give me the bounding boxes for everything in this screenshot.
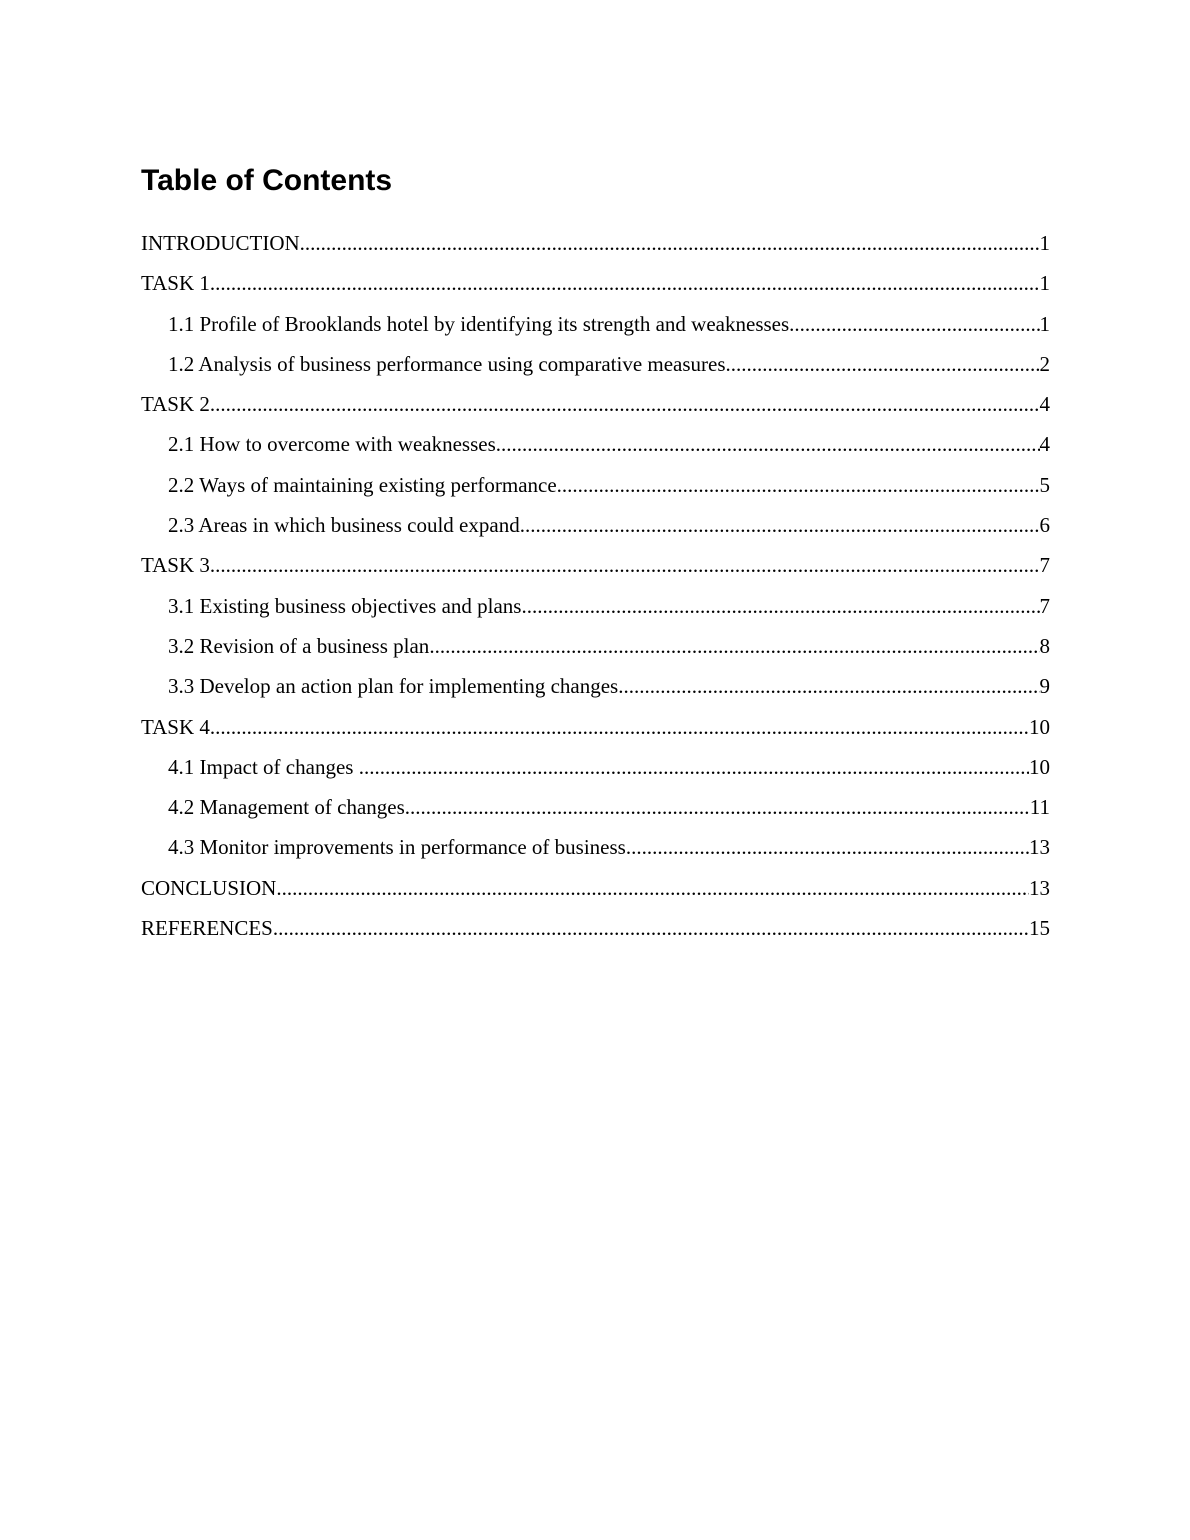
toc-leader-dots bbox=[429, 631, 1039, 661]
toc-entry-3-2[interactable] bbox=[141, 631, 1050, 671]
toc-entry-page: 15 bbox=[1029, 916, 1050, 941]
toc-entry-task-3[interactable] bbox=[141, 550, 1050, 590]
toc-entry-page: 1 bbox=[1039, 271, 1050, 296]
toc-leader-dots bbox=[726, 349, 1040, 379]
toc-entry-page: 10 bbox=[1029, 714, 1050, 739]
toc-entry-label: TASK 2 bbox=[141, 392, 210, 417]
toc-entry-2-2[interactable] bbox=[141, 470, 1050, 510]
toc-entry-label: 3.1 Existing business objectives and plans bbox=[168, 593, 522, 618]
toc-entry-3-1[interactable] bbox=[141, 591, 1050, 631]
toc-entry-label: INTRODUCTION bbox=[141, 231, 300, 255]
toc-entry-page: 11 bbox=[1029, 795, 1050, 820]
toc-leader-dots bbox=[273, 913, 1029, 943]
toc-entry-page: 6 bbox=[1039, 513, 1050, 538]
toc-entry-4-1[interactable] bbox=[141, 752, 1050, 792]
toc-entry-task-2[interactable] bbox=[141, 389, 1050, 429]
toc-entry-task-1[interactable] bbox=[141, 268, 1050, 308]
toc-entry-label: 4.3 Monitor improvements in performance of business bbox=[168, 835, 626, 860]
toc-entry-introduction[interactable] bbox=[141, 228, 1050, 268]
toc-entry-page: 13 bbox=[1029, 835, 1050, 860]
toc-leader-dots bbox=[520, 510, 1040, 540]
toc-entry-page: 10 bbox=[1029, 754, 1050, 779]
toc-leader-dots bbox=[210, 712, 1029, 742]
toc-entry-label: TASK 3 bbox=[141, 553, 210, 578]
toc-entry-page: 2 bbox=[1039, 351, 1050, 376]
toc-entry-1-2[interactable] bbox=[141, 349, 1050, 389]
toc-leader-dots bbox=[557, 470, 1040, 500]
toc-leader-dots bbox=[210, 268, 1040, 298]
toc-leader-dots bbox=[276, 873, 1029, 903]
toc-entry-2-3[interactable] bbox=[141, 510, 1050, 550]
toc-entry-3-3[interactable] bbox=[141, 671, 1050, 711]
toc-leader-dots bbox=[626, 832, 1029, 862]
toc-entry-conclusion[interactable] bbox=[141, 873, 1050, 913]
toc-entry-page: 4 bbox=[1039, 392, 1050, 417]
toc-entry-task-4[interactable] bbox=[141, 712, 1050, 752]
toc-leader-dots bbox=[300, 228, 1040, 258]
toc-entry-4-2[interactable] bbox=[141, 792, 1050, 832]
toc-entry-label: 1.2 Analysis of business performance using comparative measures bbox=[168, 351, 726, 376]
toc-leader-dots bbox=[496, 429, 1040, 459]
toc-entry-page: 8 bbox=[1039, 633, 1050, 658]
toc-entry-label: 2.2 Ways of maintaining existing performance bbox=[168, 472, 557, 497]
toc-entry-label: 4.2 Management of changes bbox=[168, 795, 405, 820]
toc-entry-page: 1 bbox=[1039, 311, 1050, 336]
toc-leader-dots bbox=[521, 591, 1039, 621]
toc-entry-label: 3.2 Revision of a business plan bbox=[168, 633, 430, 658]
toc-leader-dots bbox=[789, 309, 1039, 339]
toc-entry-label: TASK 1 bbox=[141, 271, 210, 296]
toc-entry-page: 9 bbox=[1039, 674, 1050, 699]
toc-list bbox=[141, 228, 1050, 953]
toc-entry-label: REFERENCES bbox=[141, 916, 273, 941]
toc-entry-page: 5 bbox=[1039, 472, 1050, 497]
toc-entry-label: 4.1 Impact of changes bbox=[168, 754, 359, 779]
toc-entry-page: 7 bbox=[1039, 593, 1050, 618]
toc-entry-label: TASK 4 bbox=[141, 714, 210, 739]
toc-entry-page: 4 bbox=[1039, 432, 1050, 457]
toc-entry-page: 13 bbox=[1029, 875, 1050, 900]
toc-title: Table of Contents bbox=[141, 164, 393, 197]
toc-leader-dots bbox=[405, 792, 1030, 822]
toc-entry-4-3[interactable] bbox=[141, 832, 1050, 872]
toc-entry-2-1[interactable] bbox=[141, 429, 1050, 469]
toc-entry-label: 1.1 Profile of Brooklands hotel by identifying its strength and weaknesses bbox=[168, 311, 790, 336]
toc-entry-1-1[interactable] bbox=[141, 309, 1050, 349]
toc-entry-references[interactable] bbox=[141, 913, 1050, 953]
toc-leader-dots bbox=[210, 550, 1040, 580]
toc-entry-page: 1 bbox=[1039, 231, 1050, 255]
toc-entry-label: CONCLUSION bbox=[141, 875, 277, 900]
toc-entry-label: 2.1 How to overcome with weaknesses bbox=[168, 432, 496, 457]
toc-entry-label: 2.3 Areas in which business could expand bbox=[168, 513, 520, 538]
toc-entry-page: 7 bbox=[1039, 553, 1050, 578]
toc-entry-label: 3.3 Develop an action plan for implementing changes bbox=[168, 674, 619, 699]
toc-leader-dots bbox=[210, 389, 1040, 419]
toc-leader-dots bbox=[618, 671, 1039, 701]
toc-leader-dots bbox=[359, 752, 1029, 782]
